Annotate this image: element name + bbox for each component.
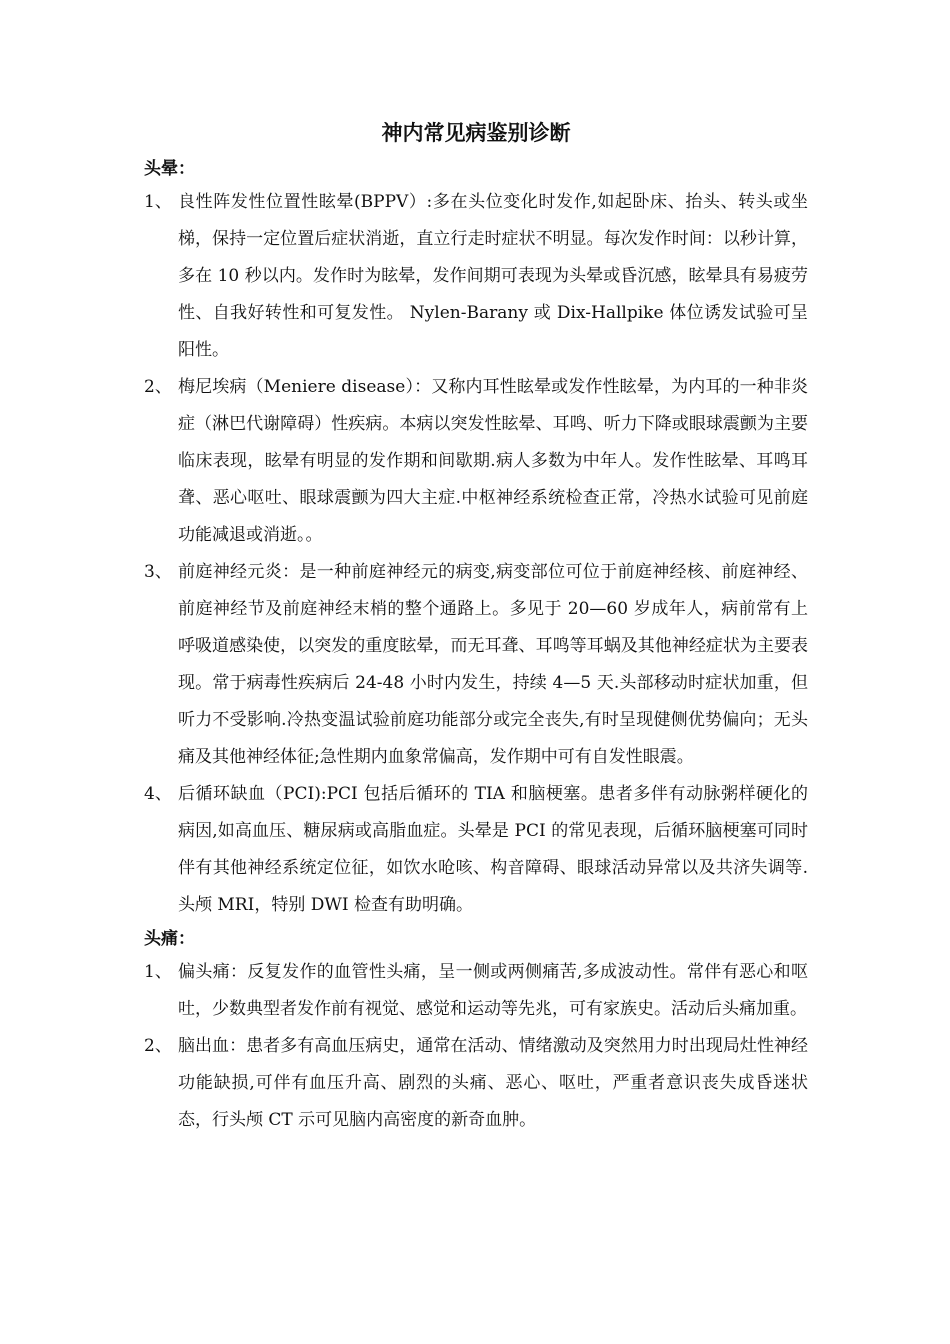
- section-dizziness: [144, 156, 808, 924]
- section-heading: 头晕：: [144, 159, 195, 179]
- list-item-text: 前庭神经元炎：是一种前庭神经元的病变,病变部位可位于前庭神经核、前庭神经、前庭神经节及前庭神经末梢的整个通路上。多见于 20—60 岁成年人，病前常有上呼吸道感染使，以突发的重度眩晕，而无耳聋、耳鸣等耳蜗及其他神经症状为主要表现。常于病毒性疾病后 24-48 小时内发生，持续 4—5 天.头部移动时症状加重，但听力不受影响.冷热变温试验前庭功能部分或完全丧失,有时呈现健侧优势偏向；无头痛及其他神经体征;急性期内血象常偏高，发作期中可有自发性眼震。: [178, 562, 808, 767]
- list-item-number: 3、: [144, 562, 172, 582]
- list-item-number: 4、: [144, 784, 172, 804]
- list-item-text: 偏头痛：反复发作的血管性头痛，呈一侧或两侧痛苦,多成波动性。常伴有恶心和呕吐，少数典型者发作前有视觉、感觉和运动等先兆，可有家族史。活动后头痛加重。: [178, 962, 808, 1019]
- list-item: [144, 184, 808, 369]
- list-item-number: 2、: [144, 1036, 172, 1056]
- list-item-text: 梅尼埃病（Meniere disease）：又称内耳性眩晕或发作性眩晕，为内耳的一种非炎症（淋巴代谢障碍）性疾病。本病以突发性眩晕、耳鸣、听力下降或眼球震颤为主要临床表现，眩晕有明显的发作期和间歇期.病人多数为中年人。发作性眩晕、耳鸣耳聋、恶心呕吐、眼球震颤为四大主症.中枢神经系统检查正常，冷热水试验可见前庭功能减退或消逝。。: [178, 377, 808, 545]
- list-item-text: 后循环缺血（PCI):PCI 包括后循环的 TIA 和脑梗塞。患者多伴有动脉粥样硬化的病因,如高血压、糖尿病或高脂血症。头晕是 PCI 的常见表现，后循环脑梗塞可同时伴有其他神经系统定位征，如饮水呛咳、构音障碍、眼球活动异常以及共济失调等.头颅 MRI，特别 DWI 检查有助明确。: [178, 784, 808, 915]
- list-item-number: 1、: [144, 962, 172, 982]
- list-item-number: 1、: [144, 192, 172, 212]
- section-heading: 头痛：: [144, 929, 195, 949]
- list-item: [144, 554, 808, 776]
- section-headache: [144, 926, 808, 1139]
- list-item-text: 良性阵发性位置性眩晕(BPPV）:多在头位变化时发作,如起卧床、抬头、转头或坐梯，保持一定位置后症状消逝，直立行走时症状不明显。每次发作时间：以秒计算，多在 10 秒以内。发作时为眩晕，发作间期可表现为头晕或昏沉感，眩晕具有易疲劳性、自我好转性和可复发性。 Nylen-Barany 或 Dix-Hallpike 体位诱发试验可呈阳性。: [178, 192, 808, 360]
- document-title: 神内常见病鉴别诊断: [381, 120, 571, 145]
- list-item: [144, 369, 808, 554]
- list-item-text: 脑出血：患者多有高血压病史，通常在活动、情绪激动及突然用力时出现局灶性神经功能缺损,可伴有血压升高、剧烈的头痛、恶心、呕吐，严重者意识丧失成昏迷状态，行头颅 CT 示可见脑内高密度的新奇血肿。: [178, 1036, 808, 1130]
- list-item-number: 2、: [144, 377, 172, 397]
- list-item: [144, 776, 808, 924]
- list-item: [144, 1028, 808, 1139]
- list-item: [144, 954, 808, 1028]
